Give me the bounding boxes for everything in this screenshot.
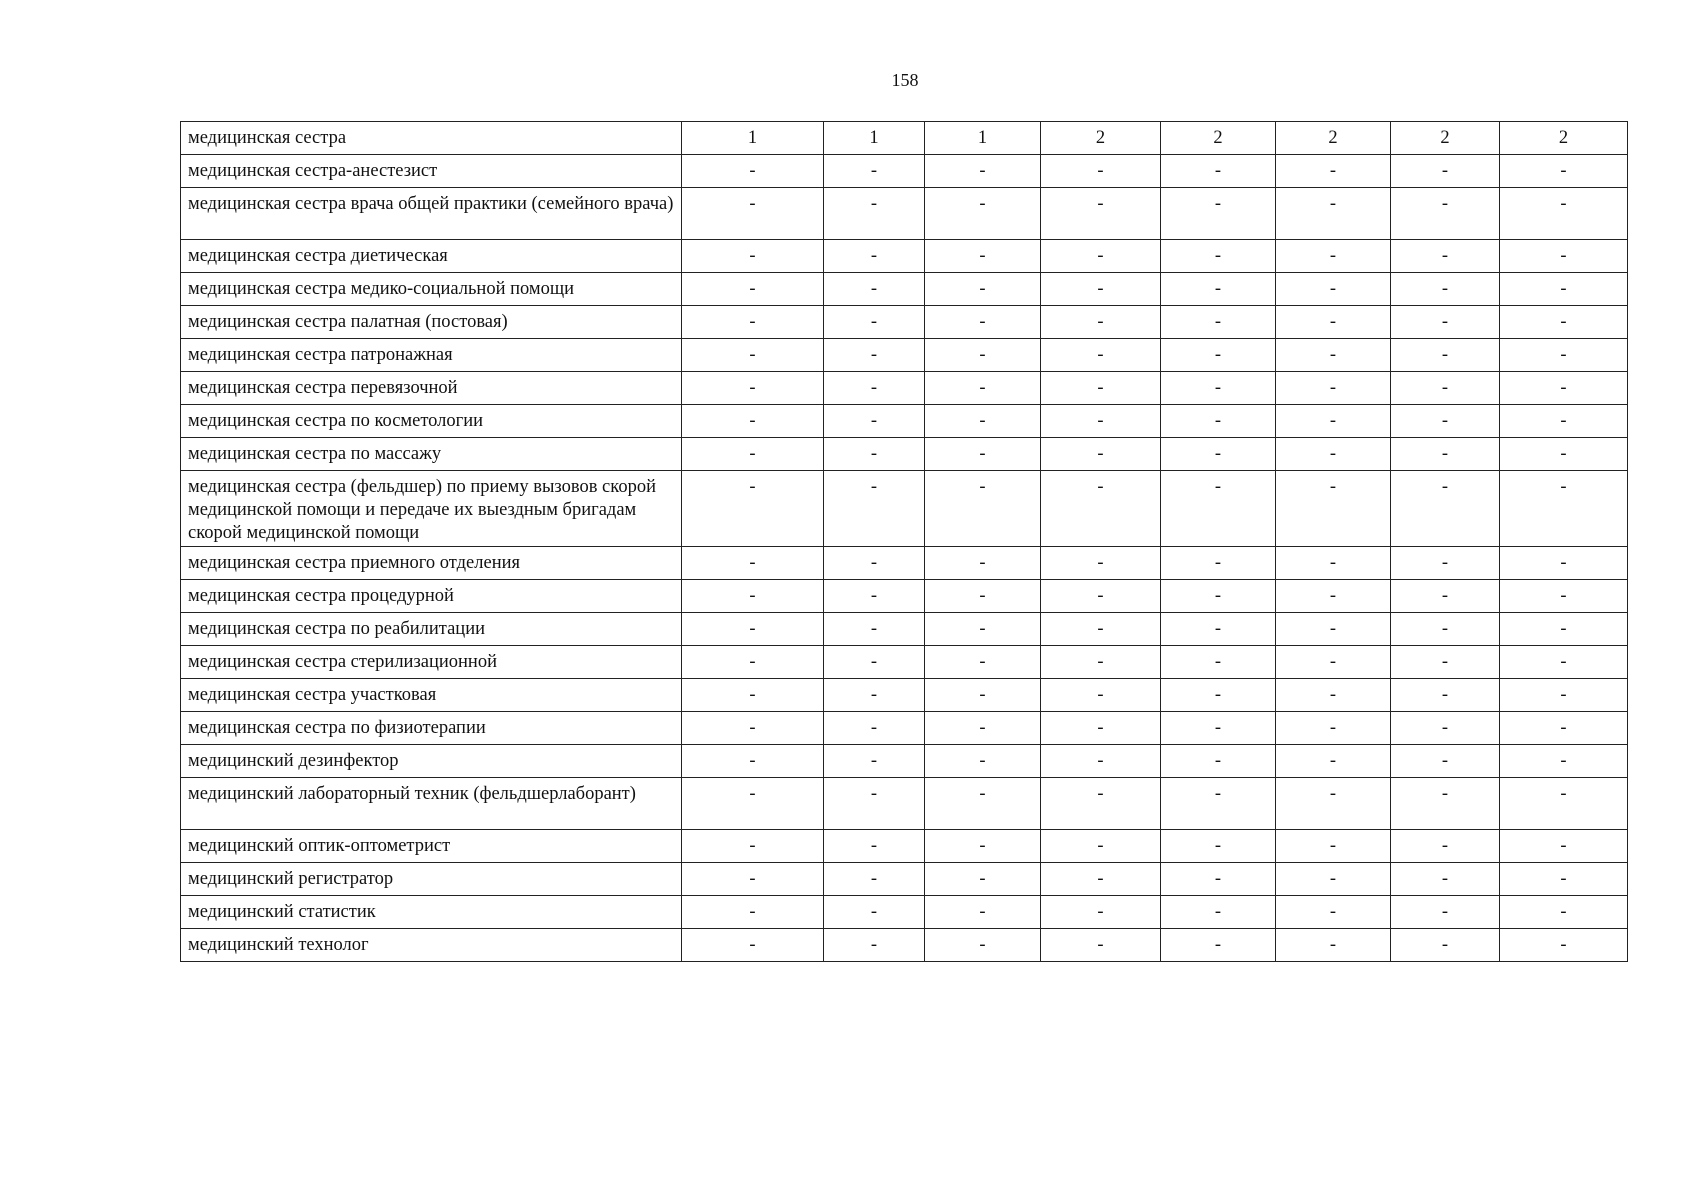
value-cell: 2	[1161, 122, 1276, 155]
value-cell: 2	[1391, 122, 1500, 155]
table-row	[181, 122, 1628, 155]
table-row	[181, 339, 1628, 372]
position-name-cell: медицинский регистратор	[181, 863, 682, 896]
value-cell: -	[1041, 339, 1161, 372]
value-cell: -	[1041, 405, 1161, 438]
position-name-cell: медицинская сестра	[181, 122, 682, 155]
value-cell: -	[1500, 405, 1628, 438]
value-cell: -	[1161, 613, 1276, 646]
value-cell: -	[824, 929, 925, 962]
value-cell: -	[1041, 778, 1161, 830]
value-cell: -	[1276, 155, 1391, 188]
value-cell: -	[824, 830, 925, 863]
value-cell: -	[824, 580, 925, 613]
value-cell: -	[1041, 679, 1161, 712]
value-cell: -	[1391, 547, 1500, 580]
value-cell: -	[1391, 306, 1500, 339]
value-cell: -	[1041, 471, 1161, 547]
table-row	[181, 438, 1628, 471]
value-cell: -	[1041, 745, 1161, 778]
page-number: 158	[891, 70, 919, 90]
value-cell: 1	[824, 122, 925, 155]
value-cell: -	[1161, 580, 1276, 613]
table-row	[181, 712, 1628, 745]
position-name-cell: медицинская сестра (фельдшер) по приему вызовов скорой медицинской помощи и передаче их выездным бригадам скорой медицинской помощи	[181, 471, 682, 547]
value-cell: -	[824, 471, 925, 547]
value-cell: -	[925, 745, 1041, 778]
value-cell: -	[925, 896, 1041, 929]
value-cell: -	[1161, 778, 1276, 830]
value-cell: -	[1276, 471, 1391, 547]
value-cell: -	[1391, 679, 1500, 712]
value-cell: -	[925, 547, 1041, 580]
value-cell: -	[925, 712, 1041, 745]
value-cell: -	[1161, 188, 1276, 240]
value-cell: -	[824, 679, 925, 712]
value-cell: -	[1276, 273, 1391, 306]
value-cell: -	[824, 339, 925, 372]
value-cell: -	[682, 896, 824, 929]
value-cell: -	[925, 778, 1041, 830]
value-cell: -	[1041, 547, 1161, 580]
value-cell: -	[1041, 863, 1161, 896]
value-cell: -	[1391, 339, 1500, 372]
table-row	[181, 863, 1628, 896]
position-name-cell: медицинский технолог	[181, 929, 682, 962]
table-row	[181, 471, 1628, 547]
value-cell: -	[1276, 712, 1391, 745]
value-cell: -	[1391, 188, 1500, 240]
value-cell: -	[1276, 830, 1391, 863]
position-name-cell: медицинская сестра по физиотерапии	[181, 712, 682, 745]
value-cell: -	[1041, 896, 1161, 929]
value-cell: 1	[925, 122, 1041, 155]
value-cell: -	[1500, 863, 1628, 896]
value-cell: -	[824, 778, 925, 830]
value-cell: -	[1391, 929, 1500, 962]
position-name-cell: медицинская сестра участковая	[181, 679, 682, 712]
value-cell: -	[1391, 778, 1500, 830]
value-cell: -	[824, 896, 925, 929]
value-cell: -	[925, 438, 1041, 471]
value-cell: -	[1391, 830, 1500, 863]
value-cell: -	[1391, 240, 1500, 273]
value-cell: -	[1500, 471, 1628, 547]
value-cell: -	[824, 438, 925, 471]
value-cell: -	[1500, 830, 1628, 863]
table-body	[181, 122, 1628, 962]
value-cell: -	[925, 306, 1041, 339]
value-cell: -	[925, 339, 1041, 372]
value-cell: -	[1500, 646, 1628, 679]
value-cell: -	[1276, 240, 1391, 273]
value-cell: -	[824, 273, 925, 306]
value-cell: -	[1276, 188, 1391, 240]
value-cell: -	[824, 646, 925, 679]
table-row	[181, 188, 1628, 240]
table-row	[181, 240, 1628, 273]
value-cell: -	[925, 405, 1041, 438]
value-cell: -	[1276, 339, 1391, 372]
value-cell: -	[1391, 712, 1500, 745]
position-name-cell: медицинская сестра-анестезист	[181, 155, 682, 188]
value-cell: -	[1276, 405, 1391, 438]
table-row	[181, 679, 1628, 712]
value-cell: -	[1276, 547, 1391, 580]
value-cell: -	[1041, 273, 1161, 306]
position-name-cell: медицинская сестра стерилизационной	[181, 646, 682, 679]
value-cell: -	[1161, 896, 1276, 929]
position-name-cell: медицинская сестра по массажу	[181, 438, 682, 471]
value-cell: -	[1500, 339, 1628, 372]
value-cell: -	[1161, 679, 1276, 712]
value-cell: -	[1500, 372, 1628, 405]
value-cell: -	[925, 273, 1041, 306]
table-row	[181, 306, 1628, 339]
position-name-cell: медицинский оптик-оптометрист	[181, 830, 682, 863]
value-cell: -	[1391, 372, 1500, 405]
value-cell: -	[1500, 273, 1628, 306]
value-cell: -	[1391, 155, 1500, 188]
value-cell: -	[1391, 863, 1500, 896]
value-cell: -	[1500, 580, 1628, 613]
position-name-cell: медицинская сестра приемного отделения	[181, 547, 682, 580]
value-cell: -	[925, 929, 1041, 962]
value-cell: -	[682, 613, 824, 646]
value-cell: -	[682, 306, 824, 339]
value-cell: -	[1276, 863, 1391, 896]
value-cell: -	[824, 405, 925, 438]
value-cell: -	[682, 188, 824, 240]
value-cell: -	[682, 471, 824, 547]
value-cell: -	[1041, 646, 1161, 679]
value-cell: -	[682, 438, 824, 471]
position-name-cell: медицинская сестра по косметологии	[181, 405, 682, 438]
table-row	[181, 405, 1628, 438]
value-cell: -	[1041, 438, 1161, 471]
value-cell: -	[682, 339, 824, 372]
value-cell: -	[1041, 155, 1161, 188]
value-cell: -	[824, 613, 925, 646]
value-cell: -	[1276, 580, 1391, 613]
value-cell: -	[1391, 613, 1500, 646]
value-cell: -	[925, 240, 1041, 273]
table-row	[181, 896, 1628, 929]
value-cell: -	[1391, 646, 1500, 679]
value-cell: -	[1500, 613, 1628, 646]
table-row	[181, 778, 1628, 830]
value-cell: -	[1161, 155, 1276, 188]
value-cell: -	[1041, 712, 1161, 745]
position-name-cell: медицинская сестра врача общей практики (семейного врача)	[181, 188, 682, 240]
table-row	[181, 613, 1628, 646]
position-name-cell: медицинская сестра процедурной	[181, 580, 682, 613]
value-cell: -	[824, 863, 925, 896]
value-cell: -	[682, 646, 824, 679]
value-cell: -	[682, 679, 824, 712]
value-cell: -	[1500, 547, 1628, 580]
value-cell: -	[1391, 896, 1500, 929]
position-name-cell: медицинская сестра медико-социальной помощи	[181, 273, 682, 306]
value-cell: -	[1391, 745, 1500, 778]
position-name-cell: медицинский статистик	[181, 896, 682, 929]
value-cell: 2	[1041, 122, 1161, 155]
value-cell: -	[1161, 547, 1276, 580]
value-cell: -	[682, 372, 824, 405]
value-cell: -	[1276, 306, 1391, 339]
value-cell: -	[824, 240, 925, 273]
value-cell: -	[925, 646, 1041, 679]
value-cell: -	[1500, 712, 1628, 745]
value-cell: -	[1500, 306, 1628, 339]
value-cell: 1	[682, 122, 824, 155]
value-cell: -	[1161, 745, 1276, 778]
value-cell: -	[1041, 188, 1161, 240]
value-cell: -	[1500, 679, 1628, 712]
table-row	[181, 646, 1628, 679]
table-row	[181, 372, 1628, 405]
value-cell: -	[682, 929, 824, 962]
value-cell: -	[1276, 745, 1391, 778]
value-cell: -	[682, 155, 824, 188]
value-cell: -	[1500, 188, 1628, 240]
value-cell: -	[682, 745, 824, 778]
value-cell: -	[682, 778, 824, 830]
value-cell: -	[824, 547, 925, 580]
value-cell: -	[682, 830, 824, 863]
value-cell: -	[1276, 613, 1391, 646]
value-cell: -	[682, 863, 824, 896]
value-cell: -	[925, 155, 1041, 188]
value-cell: -	[1500, 438, 1628, 471]
value-cell: -	[925, 613, 1041, 646]
value-cell: -	[1161, 830, 1276, 863]
value-cell: -	[1161, 438, 1276, 471]
value-cell: -	[1391, 273, 1500, 306]
value-cell: -	[1041, 306, 1161, 339]
value-cell: -	[1500, 896, 1628, 929]
value-cell: 2	[1500, 122, 1628, 155]
value-cell: -	[1276, 929, 1391, 962]
value-cell: -	[1391, 438, 1500, 471]
value-cell: -	[1276, 679, 1391, 712]
value-cell: -	[1161, 240, 1276, 273]
value-cell: -	[1161, 471, 1276, 547]
value-cell: -	[682, 273, 824, 306]
value-cell: -	[1500, 240, 1628, 273]
position-name-cell: медицинская сестра диетическая	[181, 240, 682, 273]
value-cell: -	[1041, 613, 1161, 646]
value-cell: -	[824, 372, 925, 405]
value-cell: -	[1500, 745, 1628, 778]
value-cell: -	[1391, 580, 1500, 613]
value-cell: -	[1161, 712, 1276, 745]
value-cell: -	[1161, 405, 1276, 438]
value-cell: -	[682, 712, 824, 745]
value-cell: -	[824, 712, 925, 745]
value-cell: -	[1276, 896, 1391, 929]
value-cell: -	[1161, 273, 1276, 306]
value-cell: -	[1161, 306, 1276, 339]
value-cell: -	[1161, 339, 1276, 372]
value-cell: -	[1161, 863, 1276, 896]
value-cell: -	[1500, 929, 1628, 962]
staff-table	[180, 121, 1628, 962]
value-cell: -	[682, 405, 824, 438]
table-row	[181, 745, 1628, 778]
position-name-cell: медицинский дезинфектор	[181, 745, 682, 778]
value-cell: -	[824, 155, 925, 188]
value-cell: -	[925, 188, 1041, 240]
table-row	[181, 155, 1628, 188]
position-name-cell: медицинская сестра патронажная	[181, 339, 682, 372]
value-cell: -	[925, 471, 1041, 547]
value-cell: -	[824, 306, 925, 339]
value-cell: -	[925, 372, 1041, 405]
value-cell: -	[1041, 830, 1161, 863]
position-name-cell: медицинская сестра по реабилитации	[181, 613, 682, 646]
value-cell: -	[682, 547, 824, 580]
table-row	[181, 547, 1628, 580]
value-cell: -	[1161, 929, 1276, 962]
value-cell: -	[682, 580, 824, 613]
value-cell: -	[1161, 646, 1276, 679]
value-cell: -	[1276, 646, 1391, 679]
value-cell: -	[1391, 405, 1500, 438]
table-row	[181, 830, 1628, 863]
value-cell: -	[1161, 372, 1276, 405]
table-row	[181, 929, 1628, 962]
position-name-cell: медицинская сестра палатная (постовая)	[181, 306, 682, 339]
value-cell: -	[1041, 929, 1161, 962]
value-cell: -	[1041, 580, 1161, 613]
value-cell: -	[925, 863, 1041, 896]
table-row	[181, 273, 1628, 306]
value-cell: -	[925, 580, 1041, 613]
value-cell: -	[682, 240, 824, 273]
value-cell: -	[1500, 155, 1628, 188]
value-cell: -	[925, 679, 1041, 712]
value-cell: -	[1041, 240, 1161, 273]
position-name-cell: медицинская сестра перевязочной	[181, 372, 682, 405]
position-name-cell: медицинский лабораторный техник (фельдшерлаборант)	[181, 778, 682, 830]
value-cell: -	[1276, 438, 1391, 471]
value-cell: -	[1391, 471, 1500, 547]
value-cell: 2	[1276, 122, 1391, 155]
value-cell: -	[925, 830, 1041, 863]
table-row	[181, 580, 1628, 613]
value-cell: -	[1500, 778, 1628, 830]
value-cell: -	[824, 745, 925, 778]
value-cell: -	[824, 188, 925, 240]
value-cell: -	[1276, 778, 1391, 830]
value-cell: -	[1041, 372, 1161, 405]
value-cell: -	[1276, 372, 1391, 405]
